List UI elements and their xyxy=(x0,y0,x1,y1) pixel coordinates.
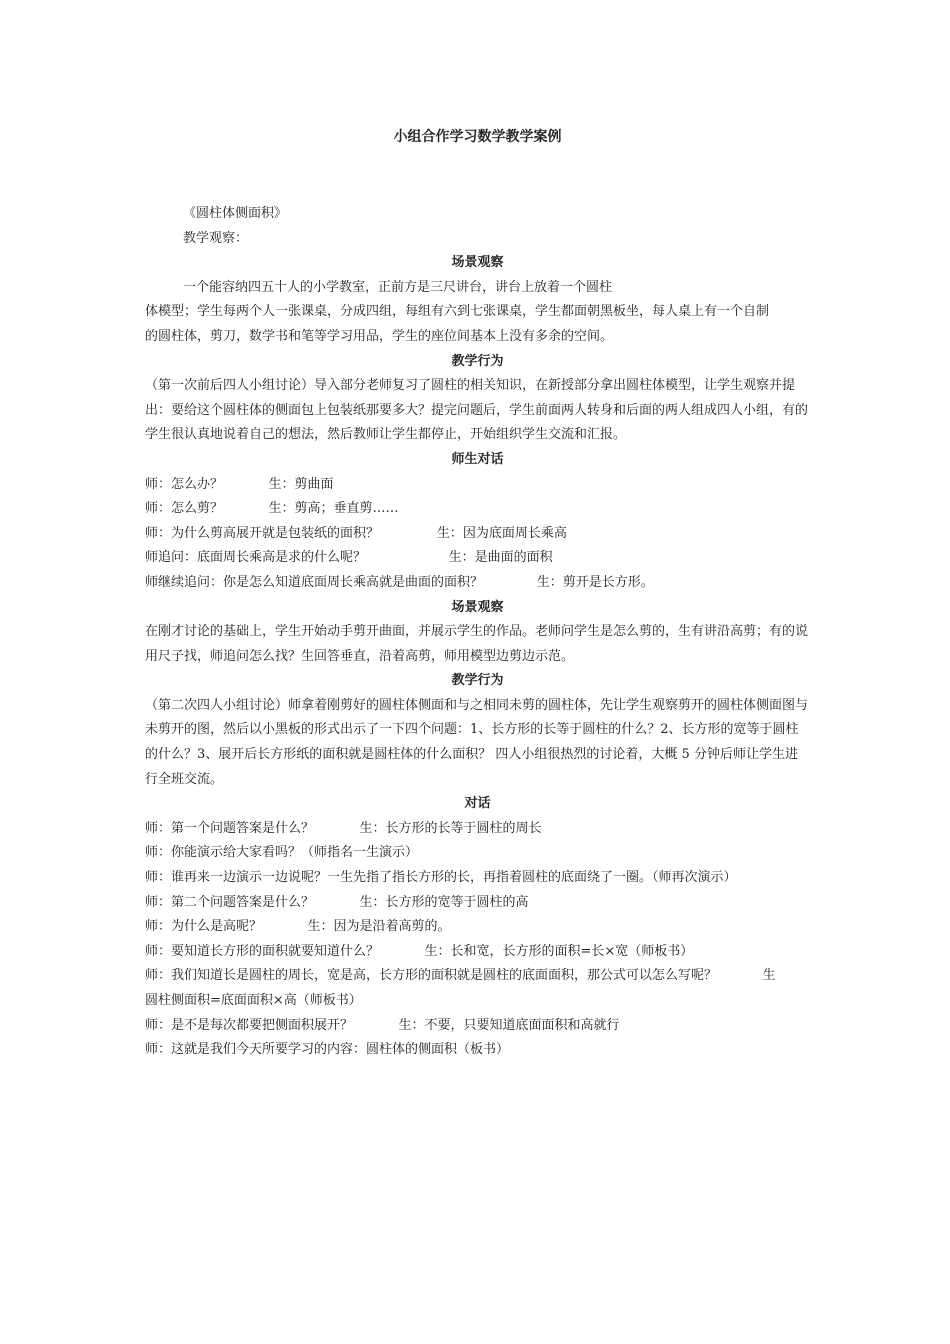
dialog-line: 师：是不是每次都要把侧面积展开？ 生：不要，只要知道底面面积和高就行 xyxy=(145,1017,620,1033)
dialog-line: 师：怎么剪？ 生：剪高；垂直剪…… xyxy=(145,501,399,517)
scene-heading-2: 场景观察 xyxy=(451,599,504,615)
behavior-heading-1: 教学行为 xyxy=(451,353,504,369)
dialog-line: 师：第二个问题答案是什么？ 生：长方形的宽等于圆柱的高 xyxy=(145,894,529,910)
document-title: 小组合作学习数学教学案例 xyxy=(393,129,562,145)
dialog-line: 师：这就是我们今天所要学习的内容：圆柱体的侧面积（板书） xyxy=(145,1042,510,1058)
dialog-line: 圆柱侧面积=底面面积×高（师板书） xyxy=(145,993,362,1008)
dialog-line: 师追问：底面周长乘高是求的什么呢？ 生：是曲面的面积 xyxy=(145,550,553,566)
dialog-line: 师：我们知道长是圆柱的周长，宽是高，长方形的面积就是圆柱的底面面积，那公式可以怎么写呢？ 生 xyxy=(145,968,776,984)
scene-line-2: 体模型；学生每两个人一张课桌，分成四组，每组有六到七张课桌，学生都面朝黑板坐，每人桌上有一个自制 xyxy=(145,304,770,320)
title-spacer xyxy=(145,149,810,202)
scene-line-3: 的圆柱体，剪刀，数学书和笔等学习用品，学生的座位间基本上没有多余的空间。 xyxy=(145,328,614,344)
dialog-line: 师：你能演示给大家看吗？（师指名一生演示） xyxy=(145,845,419,861)
behavior-paragraph-1: （第一次前后四人小组讨论）导入部分老师复习了圆柱的相关知识，在新授部分拿出圆柱体模型，让学生观察并提出：要给这个圆柱体的侧面包上包装纸那要多大？提完问题后，学生前面两人转身和后面的两人组成四人小组，有的学生很认真地说着自己的想法，然后教师让学生都停止，开始组织学生交流和汇报。 xyxy=(145,378,809,443)
dialog-line: 师：为什么是高呢？ 生：因为是沿着高剪的。 xyxy=(145,919,451,935)
document-body xyxy=(145,125,810,1063)
dialog-heading-1: 师生对话 xyxy=(451,451,504,467)
dialog-heading-2: 对话 xyxy=(464,796,491,812)
lesson-title: 《圆柱体侧面积》 xyxy=(183,206,288,221)
scene-heading-1: 场景观察 xyxy=(451,255,504,271)
scene-line-1: 一个能容纳四五十人的小学教室，正前方是三尺讲台，讲台上放着一个圆柱 xyxy=(183,279,613,295)
scene-paragraph-2: 在刚才讨论的基础上，学生开始动手剪开曲面，并展示学生的作品。老师问学生是怎么剪的，生有讲沿高剪；有的说用尺子找，师追问怎么找？生回答垂直，沿着高剪，师用模型边剪边示范。 xyxy=(145,624,809,664)
dialog-line: 师：怎么办？ 生：剪曲面 xyxy=(145,476,334,492)
dialog-line: 师：为什么剪高展开就是包装纸的面积？ 生：因为底面周长乘高 xyxy=(145,525,567,541)
behavior-paragraph-2: （第二次四人小组讨论）师拿着刚剪好的圆柱体侧面和与之相同未剪的圆柱体，先让学生观察剪开的圆柱体侧面图与未剪开的图，然后以小黑板的形式出示了一下四个问题：1、长方形的长等于圆柱的什么？2、长方形的宽等于圆柱的什么？3、展开后长方形纸的面积就是圆柱体的什么面积？ 四人小组很热烈的讨论着，大概 5 分钟后师让学生进行全班交流。 xyxy=(145,697,809,787)
dialog-line: 师：第一个问题答案是什么？ 生：长方形的长等于圆柱的周长 xyxy=(145,820,542,836)
observation-label: 教学观察： xyxy=(183,230,249,246)
dialog-line: 师继续追问：你是怎么知道底面周长乘高就是曲面的面积？ 生：剪开是长方形。 xyxy=(145,574,654,590)
dialog-line: 师：要知道长方形的面积就要知道什么？ 生：长和宽，长方形的面积=长×宽（师板书） xyxy=(145,943,694,959)
dialog-line: 师：谁再来一边演示一边说呢？一生先指了指长方形的长，再指着圆柱的底面绕了一圈。（师再次演示） xyxy=(145,870,737,886)
behavior-heading-2: 教学行为 xyxy=(451,673,504,689)
